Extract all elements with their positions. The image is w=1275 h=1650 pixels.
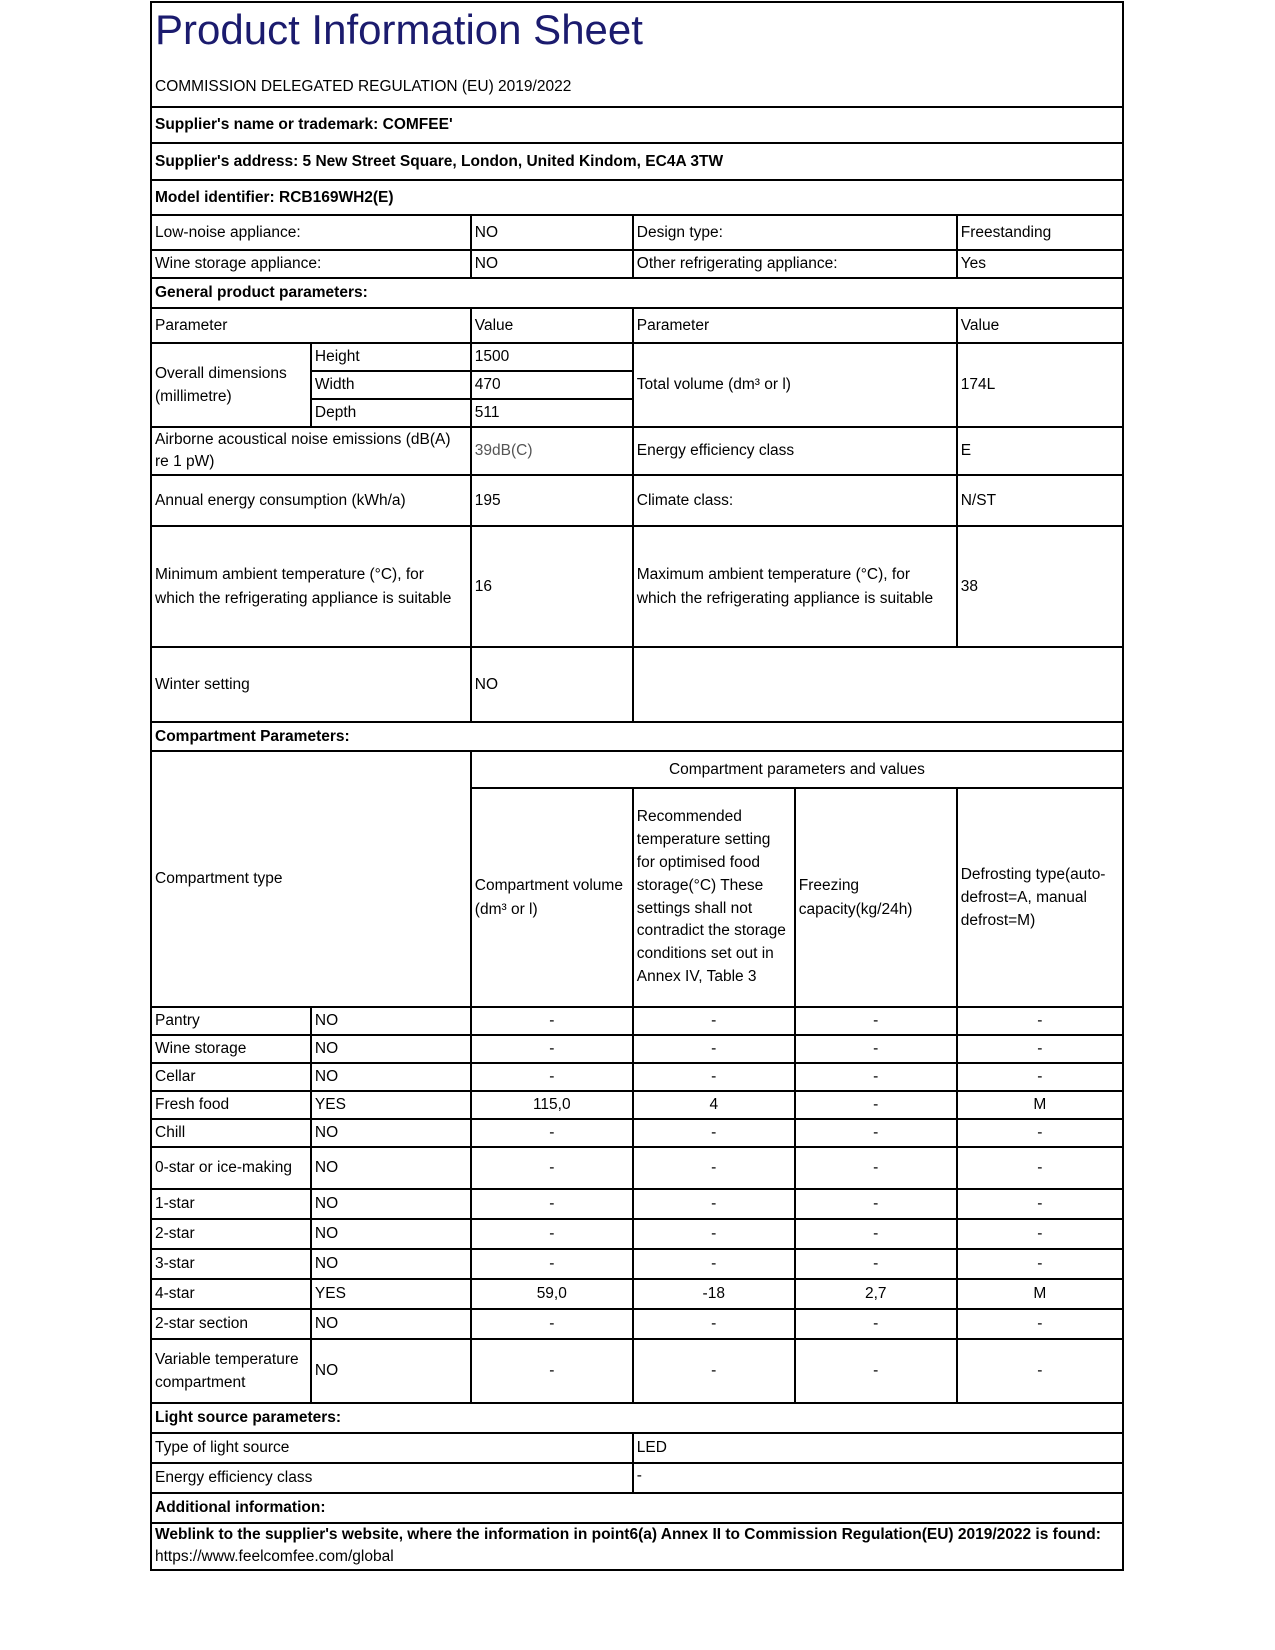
compartment-present: NO [311,1219,471,1249]
compartment-volume: - [471,1007,633,1035]
compartment-type-label: Compartment type [151,751,471,1007]
compartment-present: YES [311,1091,471,1119]
compartment-temp: - [633,1035,795,1063]
annual-energy-label: Annual energy consumption (kWh/a) [151,475,471,526]
compartment-name: 3-star [151,1249,311,1279]
compartment-defrost: - [957,1119,1123,1147]
compartment-name: 4-star [151,1279,311,1309]
design-type-value: Freestanding [957,215,1123,250]
low-noise-label: Low-noise appliance: [151,215,471,250]
compartment-temp: - [633,1063,795,1091]
col-freezing-header: Freezing capacity(kg/24h) [795,788,957,1007]
compartment-freezing: - [795,1339,957,1403]
compartment-freezing: - [795,1091,957,1119]
compartment-temp: - [633,1007,795,1035]
compartment-row [151,1249,1123,1279]
general-params-heading: General product parameters: [151,278,1123,308]
compartment-volume: 115,0 [471,1091,633,1119]
compartment-defrost: M [957,1091,1123,1119]
compartment-row [151,1007,1123,1035]
compartment-temp: - [633,1339,795,1403]
height-value: 1500 [471,343,633,371]
noise-label: Airborne acoustical noise emissions (dB(A) re 1 pW) [151,427,471,475]
min-temp-value: 16 [471,526,633,647]
compartment-name: Variable temperature compartment [151,1339,311,1403]
energy-class-value: E [957,427,1123,475]
supplier-name: Supplier's name or trademark: COMFEE' [151,107,1123,143]
compartment-heading: Compartment Parameters: [151,722,1123,751]
value-header-left: Value [471,308,633,343]
col-temp-header: Recommended temperature setting for optimised food storage(°C) These settings shall not contradict the storage conditions set out in Annex IV, Table 3 [633,788,795,1007]
compartment-name: 2-star section [151,1309,311,1339]
total-volume-value: 174L [957,343,1123,427]
compartment-volume: - [471,1189,633,1219]
depth-label: Depth [311,399,471,427]
page-title: Product Information Sheet [151,2,1123,67]
supplier-address: Supplier's address: 5 New Street Square, London, United Kindom, EC4A 3TW [151,143,1123,180]
compartment-row [151,1119,1123,1147]
compartment-row [151,1147,1123,1189]
overall-dimensions-label: Overall dimensions (millimetre) [151,343,311,427]
light-energy-label: Energy efficiency class [151,1463,633,1493]
compartment-temp: - [633,1147,795,1189]
compartment-freezing: - [795,1063,957,1091]
climate-class-value: N/ST [957,475,1123,526]
empty-cell [633,647,1123,722]
weblink-label: Weblink to the supplier's website, where the information in point6(a) Annex II to Commission Regulation(EU) 2019/2022 is found: [155,1526,1101,1543]
compartment-name: Wine storage [151,1035,311,1063]
compartment-freezing: - [795,1189,957,1219]
compartment-present: NO [311,1035,471,1063]
col-defrost-header: Defrosting type(auto-defrost=A, manual defrost=M) [957,788,1123,1007]
additional-heading: Additional information: [151,1493,1123,1523]
compartment-row [151,1189,1123,1219]
low-noise-value: NO [471,215,633,250]
compartment-volume: - [471,1063,633,1091]
regulation-text: COMMISSION DELEGATED REGULATION (EU) 2019/2022 [151,67,1123,107]
model-identifier: Model identifier: RCB169WH2(E) [151,180,1123,215]
compartment-defrost: - [957,1189,1123,1219]
param-header-right: Parameter [633,308,957,343]
compartment-present: NO [311,1339,471,1403]
param-header-left: Parameter [151,308,471,343]
min-temp-label: Minimum ambient temperature (°C), for which the refrigerating appliance is suitable [151,526,471,647]
compartment-present: NO [311,1189,471,1219]
compartment-name: 1-star [151,1189,311,1219]
compartment-row [151,1063,1123,1091]
height-label: Height [311,343,471,371]
compartment-row [151,1219,1123,1249]
compartment-defrost: - [957,1035,1123,1063]
compartment-present: NO [311,1249,471,1279]
compartment-volume: - [471,1249,633,1279]
noise-value: 39dB(C) [471,427,633,475]
compartment-defrost: - [957,1339,1123,1403]
compartment-present: NO [311,1309,471,1339]
compartment-volume: - [471,1035,633,1063]
compartment-temp: -18 [633,1279,795,1309]
compartment-row [151,1091,1123,1119]
compartment-name: Cellar [151,1063,311,1091]
compartment-volume: - [471,1147,633,1189]
compartment-present: NO [311,1007,471,1035]
compartment-present: NO [311,1063,471,1091]
compartment-row [151,1309,1123,1339]
depth-value: 511 [471,399,633,427]
compartment-temp: - [633,1249,795,1279]
compartment-temp: - [633,1189,795,1219]
compartment-defrost: - [957,1219,1123,1249]
total-volume-label: Total volume (dm³ or l) [633,343,957,427]
light-type-label: Type of light source [151,1433,633,1463]
compartment-volume: 59,0 [471,1279,633,1309]
compartment-name: 0-star or ice-making [151,1147,311,1189]
width-label: Width [311,371,471,399]
col-volume-header: Compartment volume (dm³ or l) [471,788,633,1007]
value-header-right: Value [957,308,1123,343]
light-energy-value: - [633,1463,1123,1493]
compartment-row [151,1339,1123,1403]
compartment-defrost: - [957,1309,1123,1339]
compartment-temp: - [633,1219,795,1249]
compartment-row [151,1035,1123,1063]
compartment-defrost: - [957,1249,1123,1279]
light-type-value: LED [633,1433,1123,1463]
compartment-present: NO [311,1119,471,1147]
compartment-temp: - [633,1309,795,1339]
compartment-present: YES [311,1279,471,1309]
light-heading: Light source parameters: [151,1403,1123,1433]
max-temp-label: Maximum ambient temperature (°C), for which the refrigerating appliance is suitable [633,526,957,647]
compartment-temp: 4 [633,1091,795,1119]
compartment-volume: - [471,1219,633,1249]
compartment-defrost: - [957,1147,1123,1189]
compartment-temp: - [633,1119,795,1147]
weblink-url[interactable]: https://www.feelcomfee.com/global [155,1548,394,1566]
other-refrigerating-label: Other refrigerating appliance: [633,250,957,278]
product-information-table [150,1,1124,1571]
width-value: 470 [471,371,633,399]
compartment-freezing: 2,7 [795,1279,957,1309]
compartment-freezing: - [795,1309,957,1339]
compartment-defrost: M [957,1279,1123,1309]
energy-class-label: Energy efficiency class [633,427,957,475]
climate-class-label: Climate class: [633,475,957,526]
other-refrigerating-value: Yes [957,250,1123,278]
winter-setting-label: Winter setting [151,647,471,722]
compartment-name: Fresh food [151,1091,311,1119]
compartment-defrost: - [957,1007,1123,1035]
annual-energy-value: 195 [471,475,633,526]
compartment-defrost: - [957,1063,1123,1091]
compartment-freezing: - [795,1035,957,1063]
compartment-name: Pantry [151,1007,311,1035]
compartment-freezing: - [795,1147,957,1189]
winter-setting-value: NO [471,647,633,722]
compartment-volume: - [471,1119,633,1147]
wine-storage-appliance-label: Wine storage appliance: [151,250,471,278]
compartment-present: NO [311,1147,471,1189]
compartment-freezing: - [795,1249,957,1279]
compartment-volume: - [471,1309,633,1339]
compartment-volume: - [471,1339,633,1403]
compartment-freezing: - [795,1007,957,1035]
compartment-name: 2-star [151,1219,311,1249]
wine-storage-appliance-value: NO [471,250,633,278]
compartment-row [151,1279,1123,1309]
compartment-name: Chill [151,1119,311,1147]
compartment-freezing: - [795,1119,957,1147]
compartment-rows [151,1007,1123,1403]
compartment-values-header: Compartment parameters and values [471,751,1123,788]
design-type-label: Design type: [633,215,957,250]
max-temp-value: 38 [957,526,1123,647]
compartment-freezing: - [795,1219,957,1249]
